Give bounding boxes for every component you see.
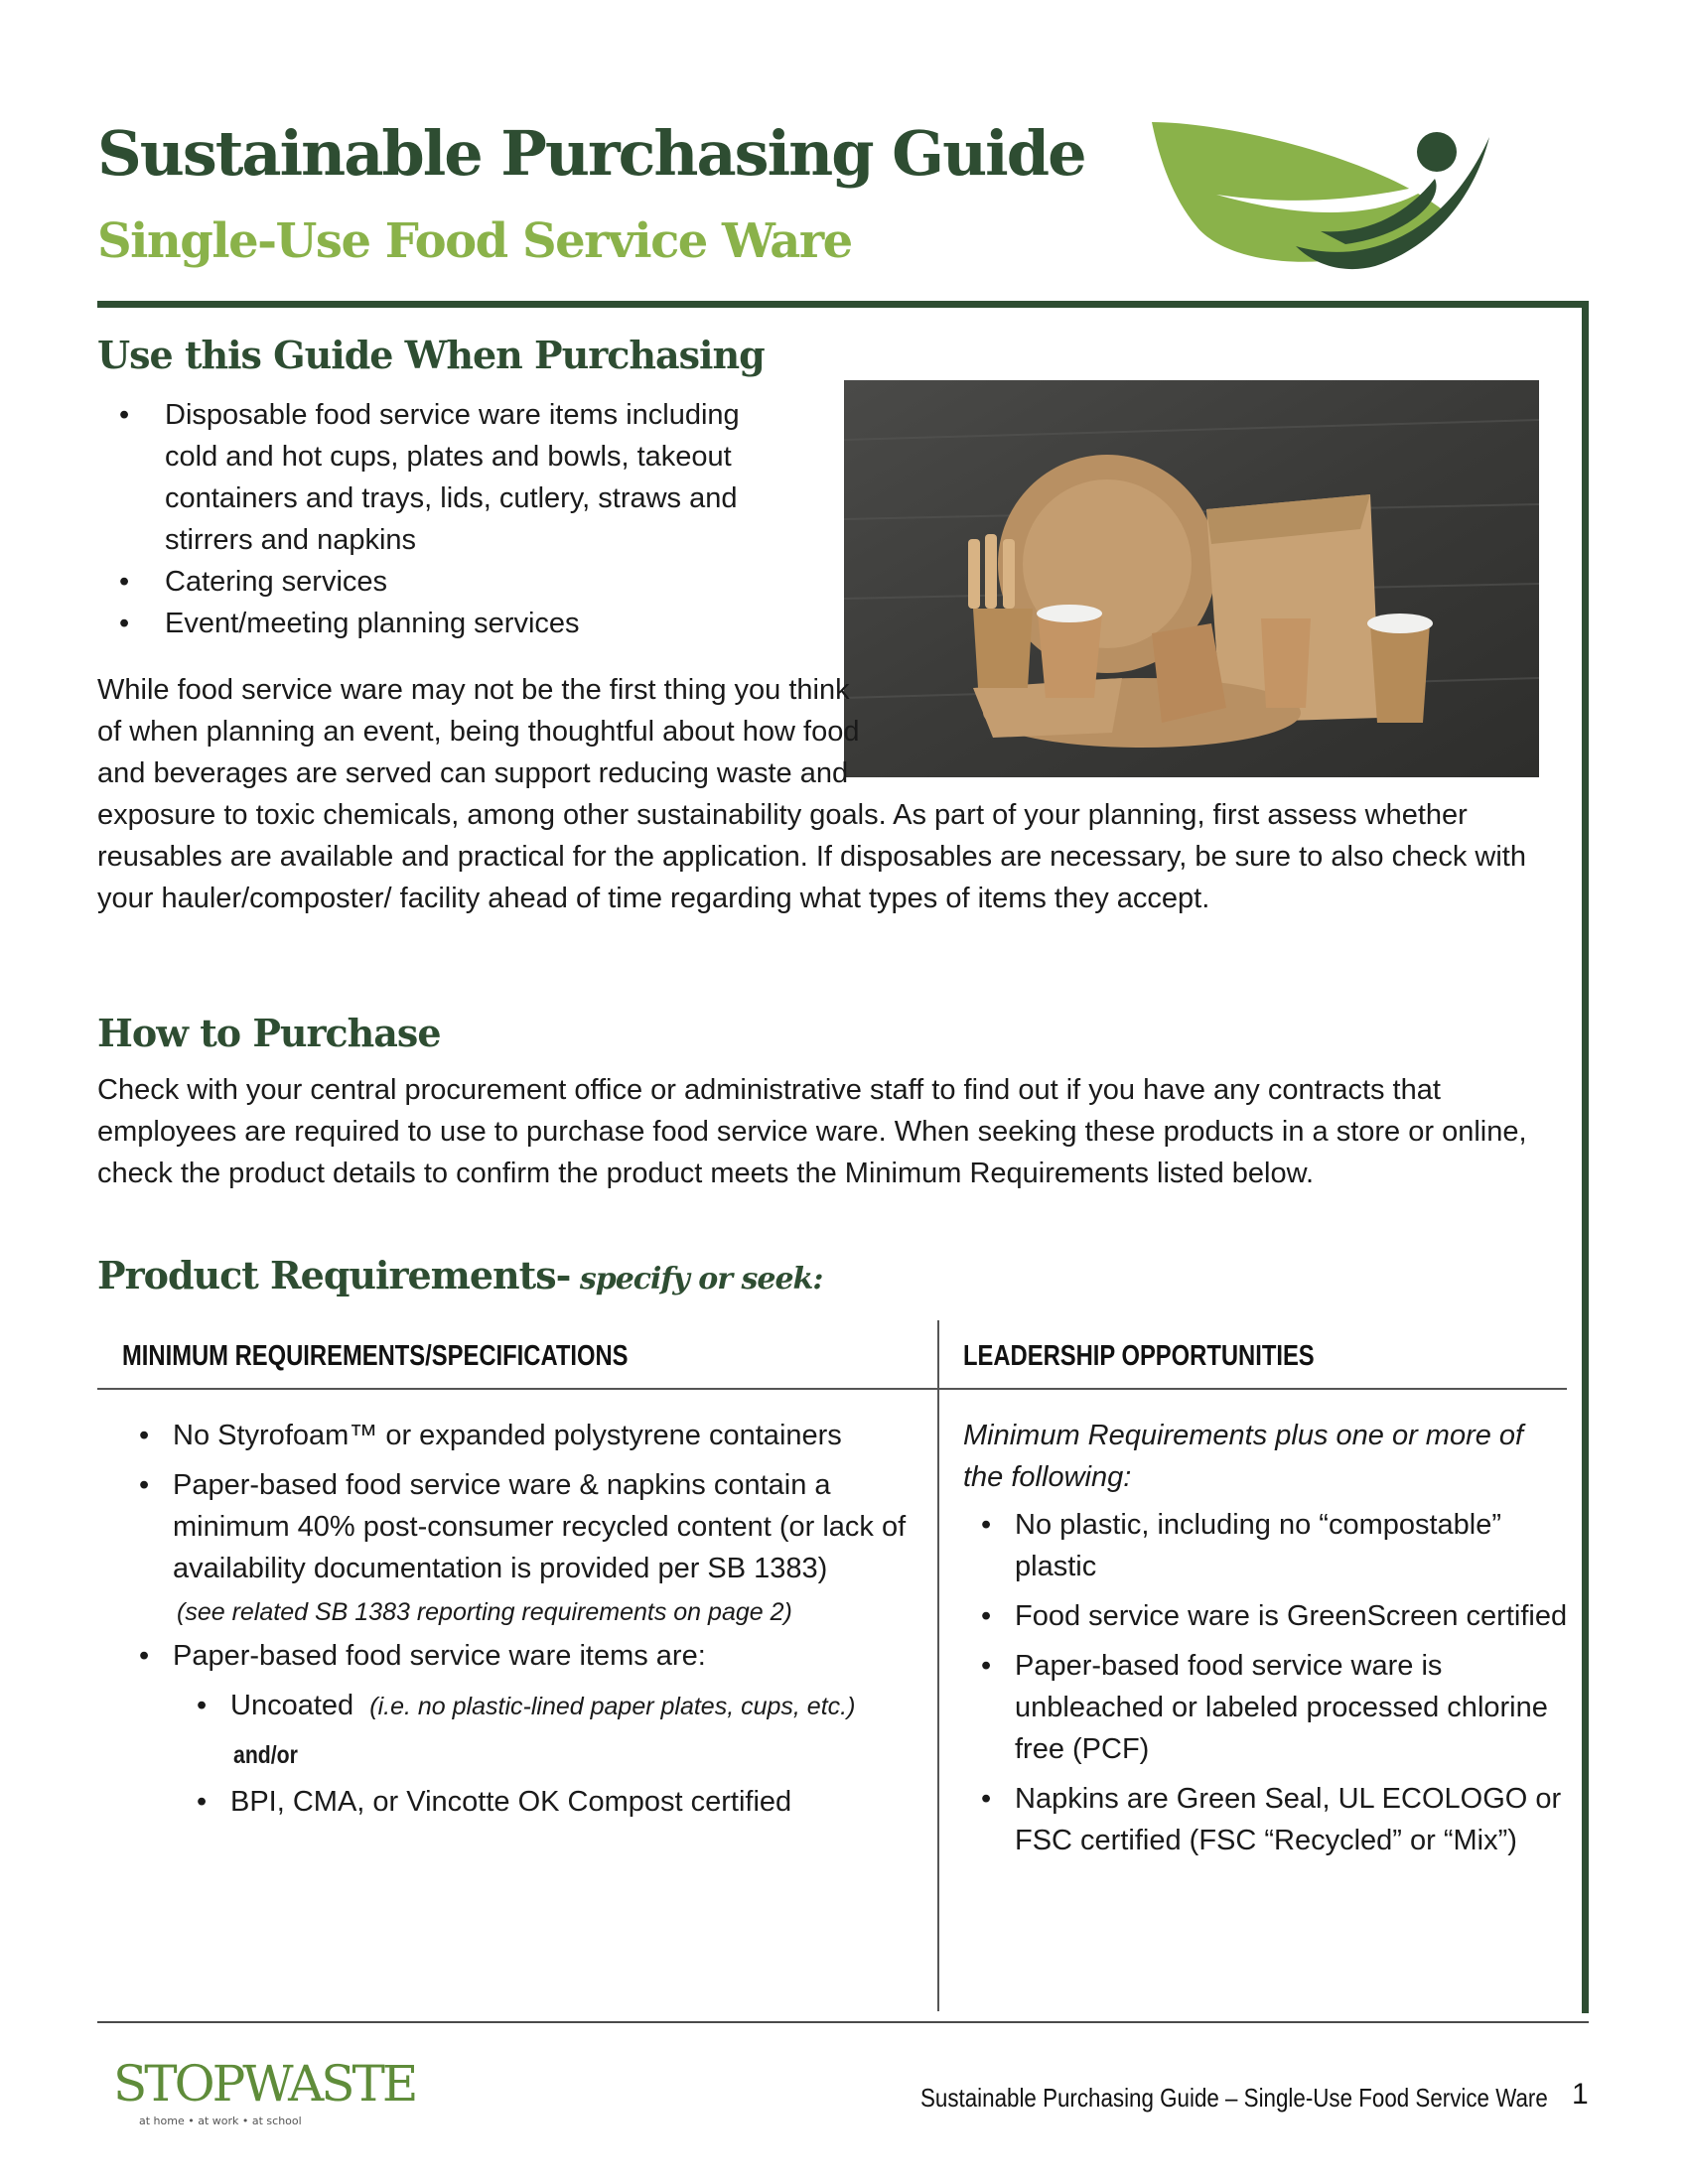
intro-paragraph	[97, 669, 1567, 919]
section-heading-how: How to Purchase	[97, 1011, 441, 1055]
list-item: • Paper-based food service ware is unbleached or labeled processed chlorine free (PCF)	[981, 1645, 1569, 1770]
list-item	[139, 1464, 923, 1589]
photo-wrap-spacer	[872, 669, 1567, 788]
use-list	[119, 394, 774, 644]
footer-title: Sustainable Purchasing Guide – Single-Use Food Service Ware	[920, 2083, 1548, 2113]
leaf-logo-icon	[1147, 117, 1499, 286]
table-header-rule	[97, 1388, 1567, 1390]
how-paragraph: Check with your central procurement office or administrative staff to find out if you have any contracts that employees are required to use to purchase food service ware. When seeking these products in a store or online, check the product details to confirm the product meets the Minimum Requirements listed below.	[97, 1074, 1527, 1189]
sub-list-item	[197, 1685, 923, 1727]
sub-list-item: • BPI, CMA, or Vincotte OK Compost certified	[197, 1781, 923, 1823]
sb1383-note: (see related SB 1383 reporting requirements on page 2)	[177, 1598, 792, 1626]
list-item: • Napkins are Green Seal, UL ECOLOGO or FSC certified (FSC “Recycled” or “Mix”)	[981, 1778, 1569, 1861]
top-rule	[97, 301, 1589, 308]
leadership-opportunities-cell	[963, 1415, 1569, 1869]
list-item: • Paper-based food service ware items are:	[139, 1635, 923, 1677]
column-header-minimum: MINIMUM REQUIREMENTS/SPECIFICATIONS	[122, 1340, 629, 1372]
uncoated-note: (i.e. no plastic-lined paper plates, cups, etc.)	[369, 1693, 856, 1720]
list-item: • No Styrofoam™ or expanded polystyrene containers	[139, 1415, 923, 1456]
list-item: • Event/meeting planning services	[119, 603, 774, 644]
logo-wordmark: STOPWASTE	[113, 2055, 416, 2113]
list-item-text: Paper-based food service ware & napkins contain a minimum 40% post-consumer recycled content (or lack of availability documentation is provided per SB 1383)	[173, 1469, 907, 1584]
and-or-label: and/or	[233, 1741, 298, 1769]
list-item: • Disposable food service ware items including cold and hot cups, plates and bowls, takeout containers and trays, lids, cutlery, straws and stirrers and napkins	[119, 394, 774, 561]
requirements-heading-sub: specify or seek:	[570, 1262, 823, 1297]
bottom-rule	[97, 2021, 1589, 2023]
page-title: Sustainable Purchasing Guide	[97, 117, 1085, 190]
stopwaste-logo	[111, 2043, 416, 2132]
sub-list-item-text: Uncoated	[230, 1690, 354, 1721]
table-column-divider	[937, 1320, 939, 2011]
list-item: • Catering services	[119, 561, 774, 603]
list-item: • No plastic, including no “compostable” plastic	[981, 1504, 1569, 1587]
requirements-heading-main: Product Requirements-	[97, 1253, 571, 1297]
logo-tagline: at home • at work • at school	[139, 2115, 302, 2127]
section-heading-use: Use this Guide When Purchasing	[97, 333, 765, 377]
minimum-requirements-cell	[139, 1415, 923, 1829]
page-number: 1	[1572, 2078, 1589, 2111]
right-rule	[1582, 301, 1589, 2013]
column-header-leadership: LEADERSHIP OPPORTUNITIES	[963, 1340, 1315, 1372]
section-heading-requirements	[97, 1253, 822, 1297]
list-item: • Food service ware is GreenScreen certified	[981, 1595, 1569, 1637]
page-subtitle: Single-Use Food Service Ware	[97, 213, 852, 269]
intro-text: While food service ware may not be the first thing you think of when planning an event, being thoughtful about how food and beverages are served can support reducing waste and exposure to toxic chemicals, among other sustainability goals. As part of your planning, first assess whether reusables are available and practical for the application. If disposables are necessary, be sure to also check with your hauler/composter/ facility ahead of time regarding what types of items they accept.	[97, 674, 1526, 914]
leadership-intro: Minimum Requirements plus one or more of the following:	[963, 1420, 1524, 1493]
